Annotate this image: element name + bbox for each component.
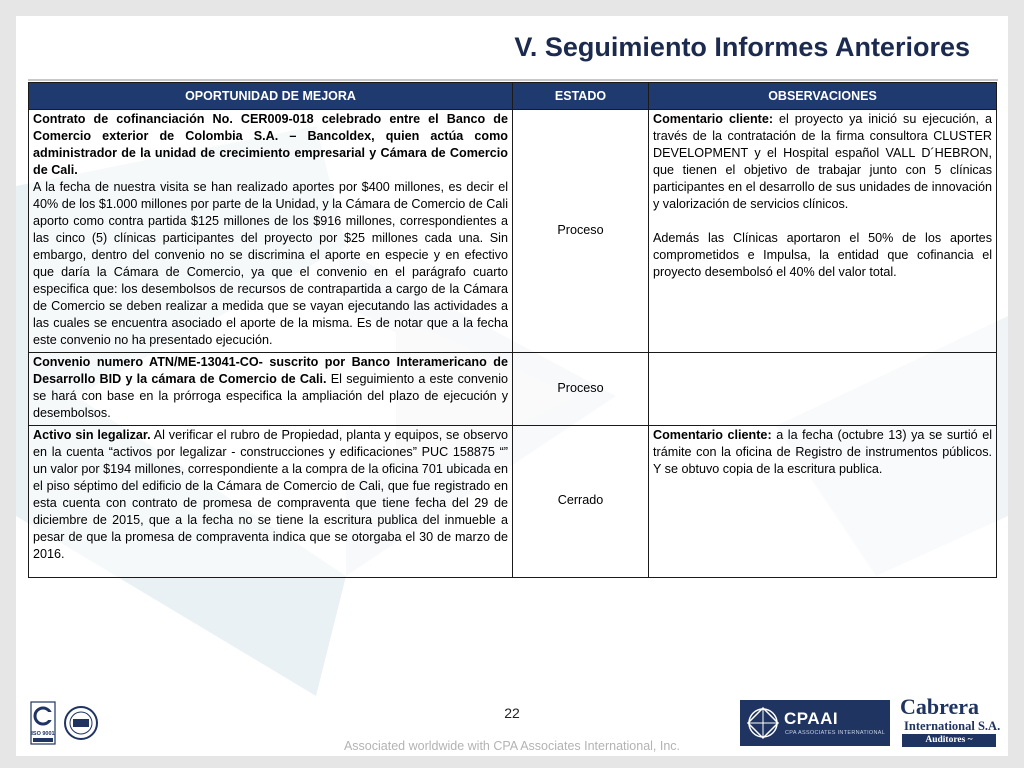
page-title: V. Seguimiento Informes Anteriores	[514, 32, 970, 62]
cpaai-logo	[740, 700, 890, 746]
estado-cell: Proceso	[513, 353, 649, 426]
observaciones-text: el proyecto ya inició su ejecución, a través de la contratación de la firma consultora CLUSTER DEVELOPMENT y el Hospital español VALL D´HEBRON, que tienen el objetivo de trabajar junto con 5 clínicas participantes en el desarrollo de sus unidades de innovación y valorización de servicios clínicos.	[653, 112, 992, 211]
oportunidad-body: El seguimiento a este convenio se hará con base en la prórroga especifica la ampliación del plazo de ejecución y desembolsos.	[33, 372, 509, 420]
oportunidad-cell	[29, 353, 513, 426]
oportunidad-cell	[29, 426, 513, 578]
column-header-oportunidad: OPORTUNIDAD DE MEJORA	[29, 83, 513, 110]
table-row	[29, 110, 997, 353]
column-header-observaciones: OBSERVACIONES	[649, 83, 997, 110]
certification-seal-logo	[64, 704, 98, 742]
estado-cell: Proceso	[513, 110, 649, 353]
iso-certification-logo	[30, 701, 56, 745]
table-header-row	[29, 83, 997, 110]
observaciones-label: Comentario cliente:	[653, 112, 774, 126]
footer-note: Associated worldwide with CPA Associates International, Inc.	[343, 739, 681, 753]
iso-label: ISO 9001	[31, 731, 55, 737]
globe-icon	[745, 705, 781, 741]
estado-cell: Cerrado	[513, 426, 649, 578]
observaciones-text-2: Además las Clínicas aportaron el 50% de los aportes comprometidos e Impulsa, la entidad que cofinancia el proyecto desembolsó el 40% del valor total.	[653, 231, 992, 279]
observaciones-cell	[649, 353, 997, 426]
column-header-estado: ESTADO	[513, 83, 649, 110]
cpaai-name: CPAAI	[784, 709, 839, 728]
oportunidad-title: Convenio numero ATN/ME-13041-CO- suscrito por Banco Interamericano de Desarrollo BID y la cámara de Comercio de Cali.	[33, 355, 508, 386]
table-row	[29, 353, 997, 426]
cabrera-logo-name: Cabrera	[900, 694, 980, 719]
oportunidad-body: A la fecha de nuestra visita se han realizado aportes por $400 millones, es decir el 40% de los $1.000 millones por parte de la Unidad, y la Cámara de Comercio de Cali aporto como contra partida $125 millones de los $916 millones, correspondientes a las cinco (5) clínicas participantes del proyecto por $25 millones cada una. Sin embargo, dentro del convenio no se discrimina el aporte en especie y en efectivo que daría la Cámara de Comercio, ya que el convenio en el parágrafo cuarto especifica que: los desembolsos de recursos de contrapartida a cargo de la Cámara de Comercio se deben realizar a medida que se vayan ejecutando las actividades a las cuales se encuentra asociado el aporte de la misma. Es de notar que a la fecha este convenio no ha presentado ejecución.	[33, 180, 508, 347]
observaciones-text: a la fecha (octubre 13) ya se surtió el trámite con la oficina de Registro de instrumentos públicos. Y se obtuvo copia de la escritura publica.	[653, 428, 992, 476]
title-divider	[28, 79, 998, 81]
observaciones-cell	[649, 110, 997, 353]
page-number: 22	[504, 705, 520, 721]
observaciones-label: Comentario cliente:	[653, 428, 772, 442]
cpaai-subtitle: CPA ASSOCIATES INTERNATIONAL	[785, 730, 886, 736]
slide	[16, 16, 1008, 756]
table-row	[29, 426, 997, 578]
oportunidad-title: Activo sin legalizar.	[33, 428, 151, 442]
oportunidad-body: Al verificar el rubro de Propiedad, planta y equipos, se observo en la cuenta “activos por legalizar - construcciones y edificaciones” PUC 158875 “” un valor por $194 millones, correspondiente a la compra de la oficina 701 ubicada en el piso séptimo del edificio de la Cámara de Comercio de Cali, que fue registrado en esta cuenta con contrato de promesa de compraventa que tiene fecha del 29 de diciembre de 2015, que a la fecha no se tiene la escritura publica del inmueble a pesar de que la promesa de compraventa indica que se otorgaba el 30 de marzo de 2016.	[33, 428, 508, 561]
oportunidad-title: Contrato de cofinanciación No. CER009-018 celebrado entre el Banco de Comercio exterior de Colombia S.A. – Bancoldex, quien actúa como administrador de la unidad de crecimiento empresarial y Cámara de Comercio de Cali.	[33, 112, 508, 177]
observaciones-cell	[649, 426, 997, 578]
oportunidad-cell	[29, 110, 513, 353]
cabrera-logo-subtitle: International S.A.	[904, 719, 1001, 733]
cabrera-logo-tagline: Auditores ~ Consultores	[902, 734, 996, 747]
follow-up-table	[28, 82, 997, 578]
